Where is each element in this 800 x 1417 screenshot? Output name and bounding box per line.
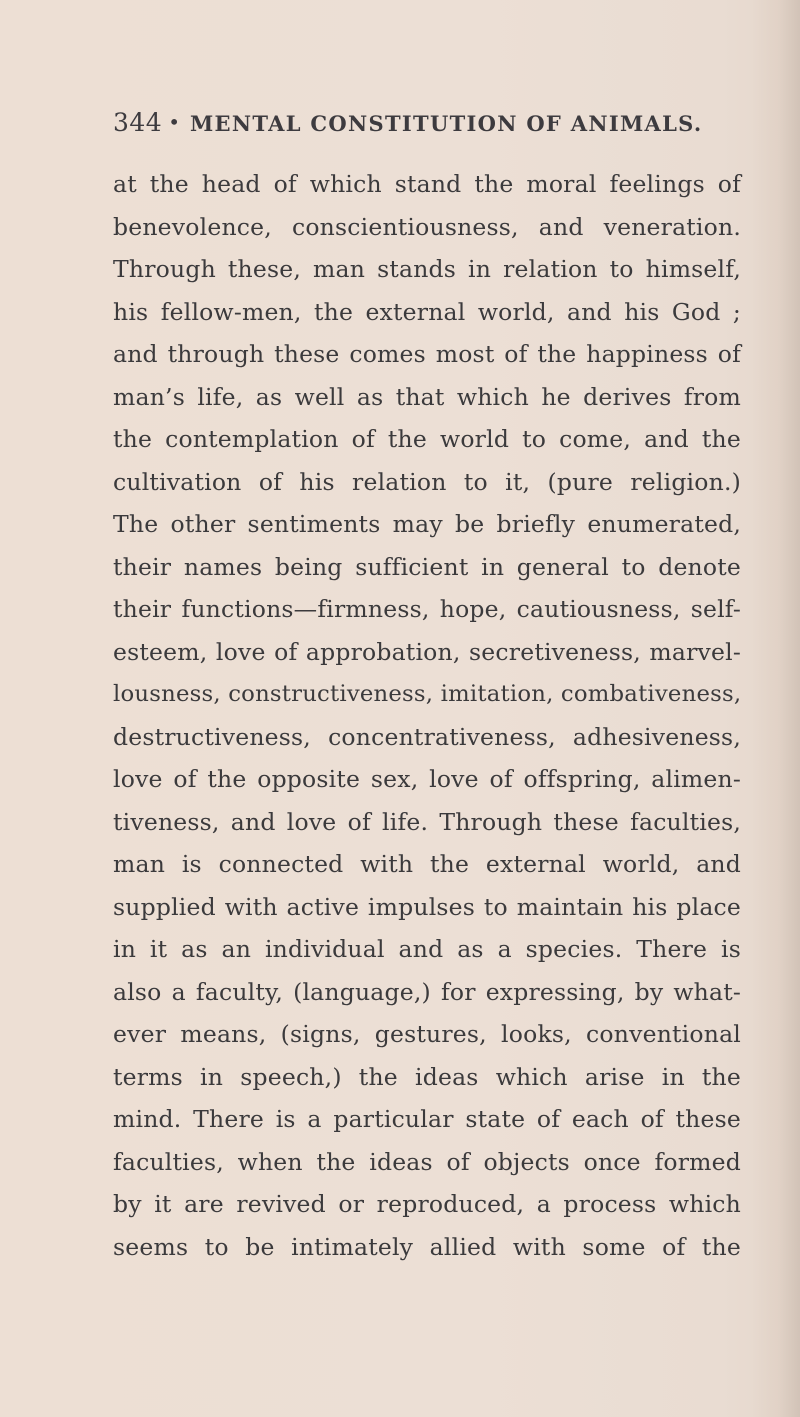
- text-line: The other sentiments may be briefly enumerated,: [113, 510, 741, 538]
- text-line: ever means, (signs, gestures, looks, conventional: [113, 1020, 741, 1048]
- text-line: in it as an individual and as a species. There is: [113, 935, 741, 963]
- text-line: his fellow-men, the external world, and his God ;: [113, 297, 741, 326]
- text-line: their functions—firmness, hope, cautiousness, self-: [113, 595, 741, 623]
- text-line: cultivation of his relation to it, (pure religion.): [113, 467, 741, 496]
- text-line: man is connected with the external world, and: [113, 850, 741, 878]
- text-line: benevolence, conscientiousness, and veneration.: [113, 212, 741, 241]
- body-paragraph: [113, 163, 741, 1268]
- text-line: esteem, love of approbation, secretiveness, marvel-: [113, 637, 741, 666]
- folio-separator: •: [168, 110, 181, 134]
- text-line: love of the opposite sex, love of offspring, alimen-: [113, 765, 741, 793]
- text-line: mind. There is a particular state of each of these: [113, 1105, 741, 1133]
- page-number: 344: [113, 108, 163, 137]
- text-line: by it are revived or reproduced, a process which: [113, 1190, 741, 1218]
- text-line: Through these, man stands in relation to himself,: [113, 255, 741, 283]
- text-line: their names being sufficient in general to denote: [113, 552, 741, 581]
- text-line: the contemplation of the world to come, and the: [113, 425, 741, 453]
- text-line: destructiveness, concentrativeness, adhesiveness,: [113, 722, 741, 751]
- text-line: terms in speech,) the ideas which arise in the: [113, 1062, 741, 1091]
- text-line: faculties, when the ideas of objects once formed: [113, 1147, 741, 1176]
- text-line: man’s life, as well as that which he derives from: [113, 382, 741, 411]
- running-head: [113, 102, 753, 142]
- text-line: tiveness, and love of life. Through these faculties,: [113, 807, 741, 836]
- text-line: seems to be intimately allied with some of the: [113, 1232, 741, 1261]
- text-line: at the head of which stand the moral feelings of: [113, 170, 741, 198]
- page-edge-shadow: [752, 0, 800, 1417]
- text-line: and through these comes most of the happiness of: [113, 340, 741, 368]
- text-line: supplied with active impulses to maintain his place: [113, 892, 741, 921]
- running-title: MENTAL CONSTITUTION OF ANIMALS.: [190, 111, 703, 136]
- text-line: also a faculty, (language,) for expressing, by what-: [113, 977, 741, 1006]
- text-line: lousness, constructiveness, imitation, combativeness,: [113, 681, 742, 707]
